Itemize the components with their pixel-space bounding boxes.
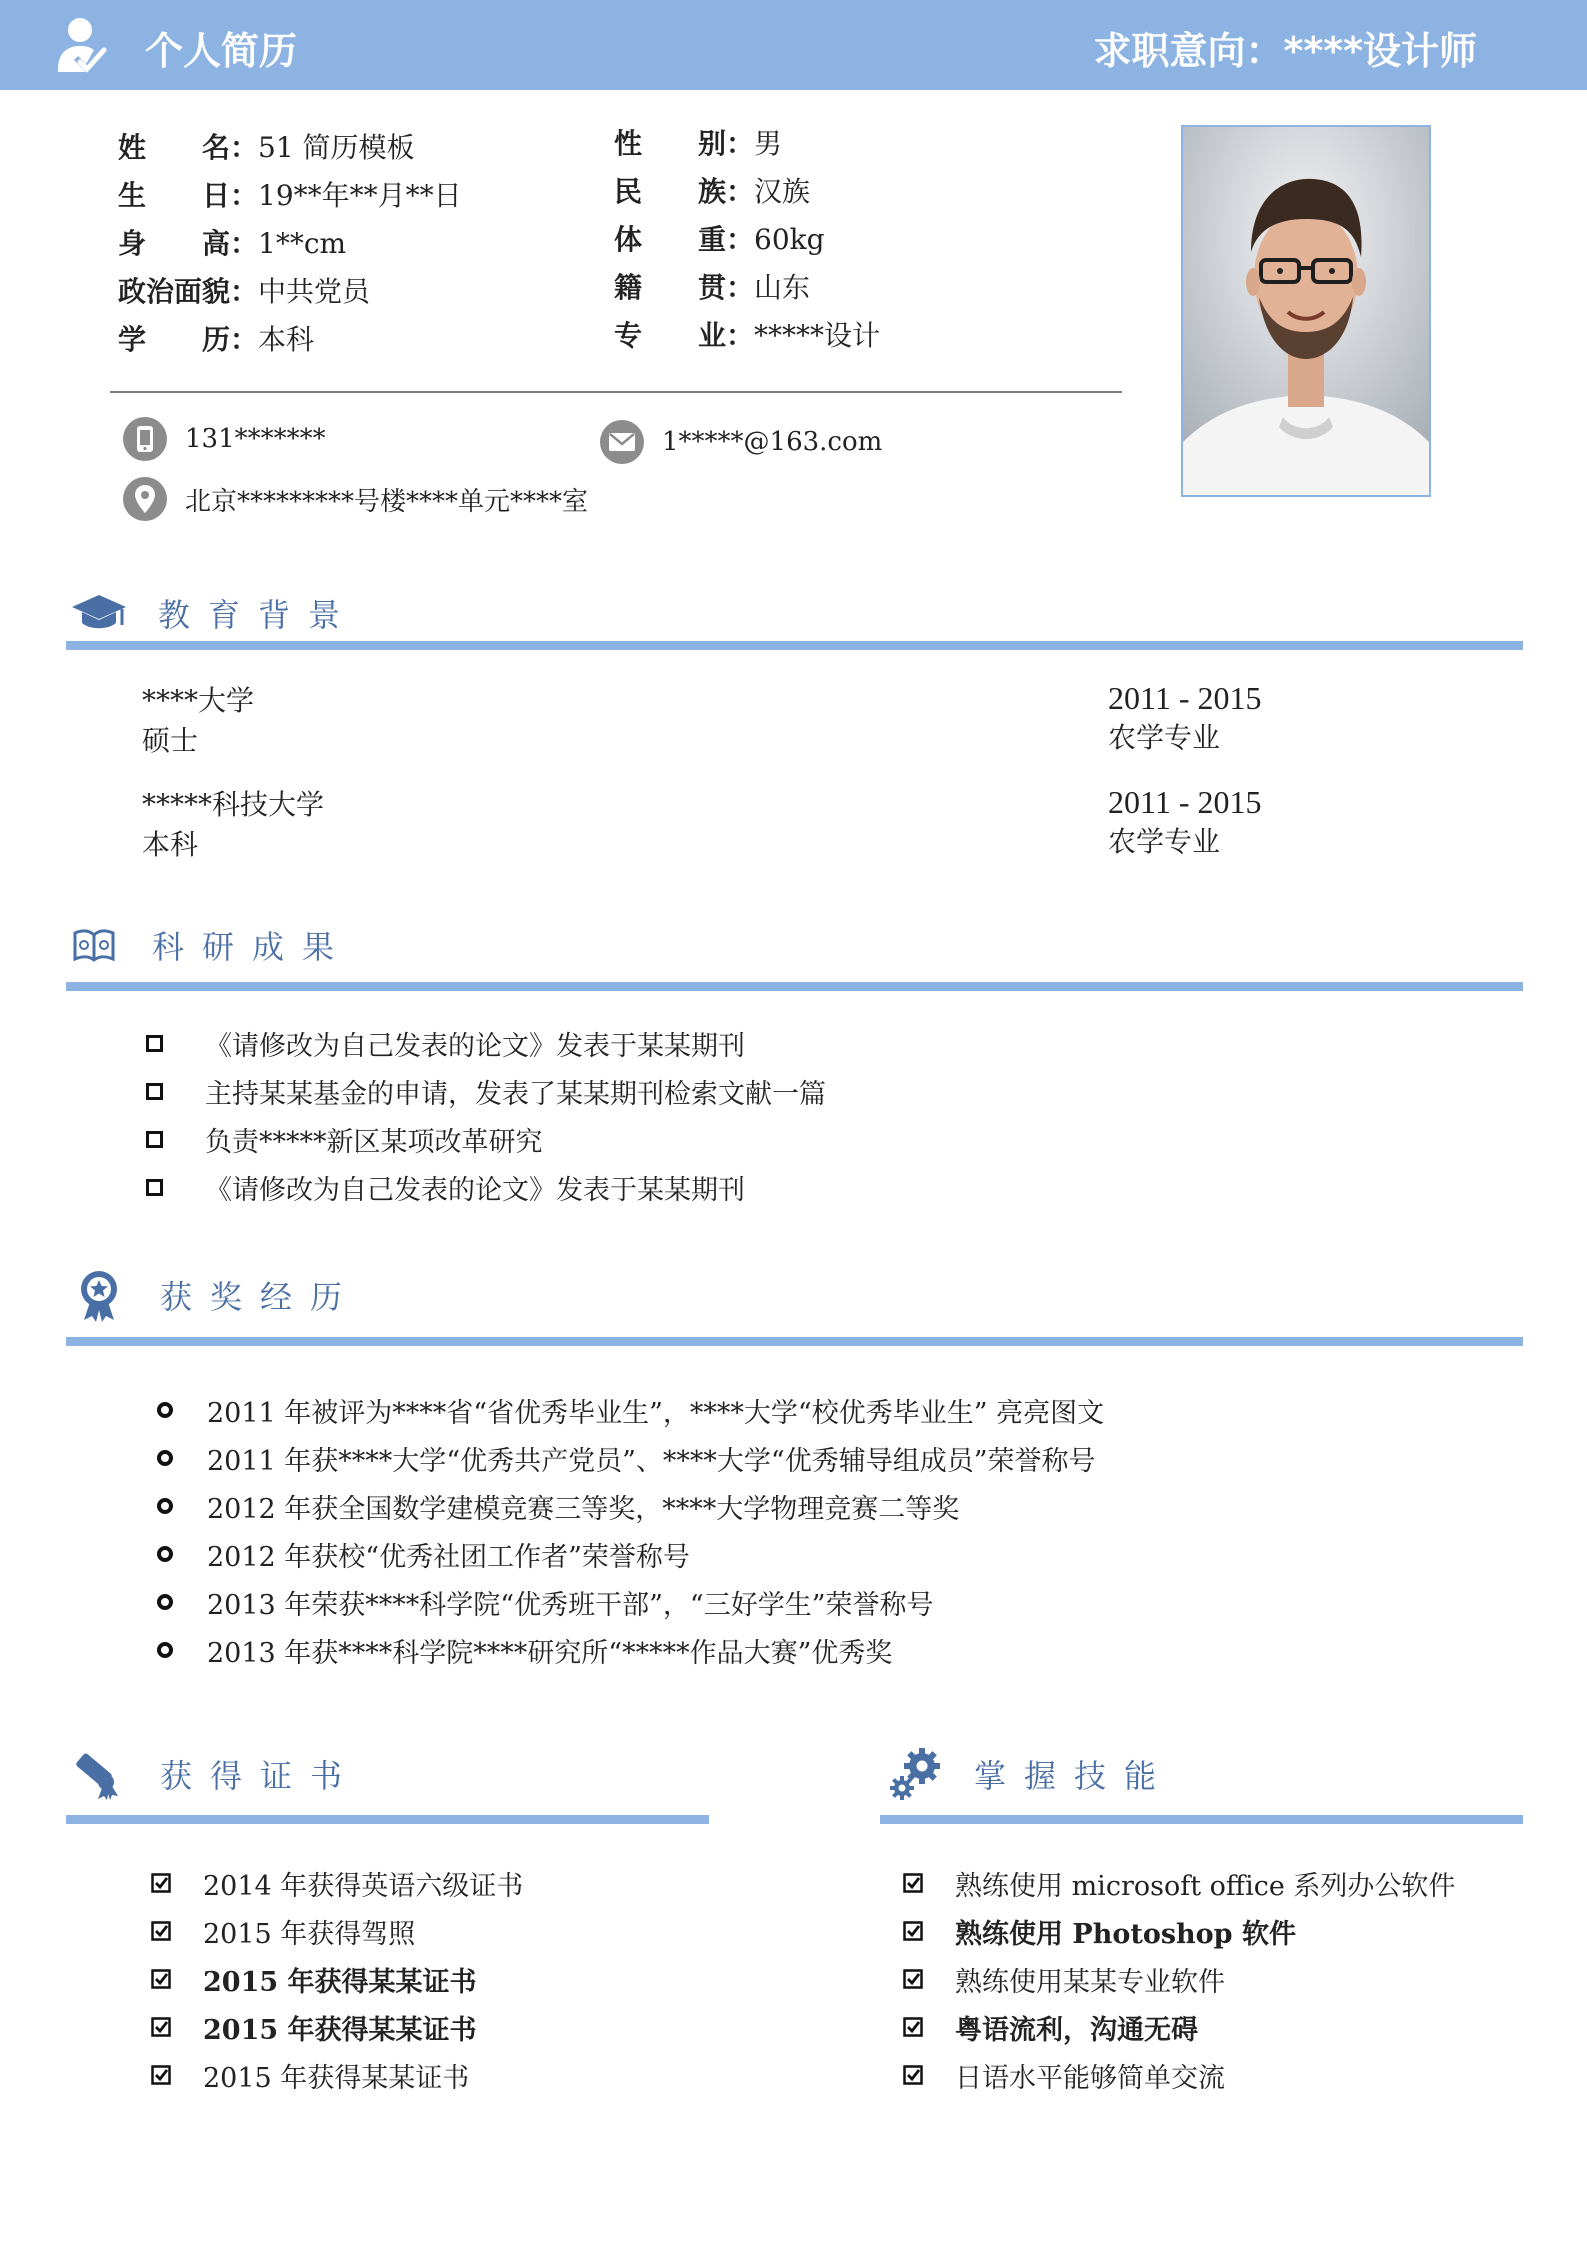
list-item xyxy=(151,2003,523,2051)
award-text: 2012 年获全国数学建模竞赛三等奖，****大学物理竞赛二等奖 xyxy=(207,1493,960,1525)
award-text: 2013 年荣获****科学院“优秀班干部”，“三好学生”荣誉称号 xyxy=(207,1589,934,1621)
info-label: 身 高： xyxy=(118,227,259,260)
graduation-cap-icon xyxy=(70,593,128,633)
checkbox-checked-icon xyxy=(903,1873,923,1893)
list-item xyxy=(151,2051,523,2099)
list-item xyxy=(903,2051,1455,2099)
info-value: 51 简历模板 xyxy=(258,131,415,164)
list-item xyxy=(151,1907,523,1955)
info-value: 山东 xyxy=(754,271,811,304)
skill-text: 熟练使用 Photoshop 软件 xyxy=(955,1918,1296,1950)
skills-underline xyxy=(880,1815,1523,1824)
profile-photo xyxy=(1181,125,1431,497)
gears-icon xyxy=(888,1746,944,1802)
awards-underline xyxy=(66,1337,1523,1346)
phone-number: 131******* xyxy=(185,424,326,454)
list-item xyxy=(903,1907,1455,1955)
resume-title: 个人简历 xyxy=(145,29,298,73)
research-text: 负责*****新区某项改革研究 xyxy=(205,1126,543,1158)
education-item-2 xyxy=(142,785,324,865)
info-row-height xyxy=(118,220,462,268)
skills-title: 掌握技能 xyxy=(974,1757,1175,1795)
study-years: 2011 - 2015 xyxy=(1108,680,1262,716)
info-label: 生 日： xyxy=(118,179,259,212)
info-row-education xyxy=(118,316,462,364)
skill-text: 熟练使用 microsoft office 系列办公软件 xyxy=(955,1870,1456,1902)
info-divider xyxy=(110,391,1122,393)
checkbox-checked-icon xyxy=(151,2065,171,2085)
list-item xyxy=(151,1955,523,2003)
info-label: 性 别： xyxy=(614,127,755,160)
info-row-weight xyxy=(614,216,880,264)
research-section-title xyxy=(72,922,352,968)
education-item-1-period xyxy=(1108,678,1261,758)
info-row-political xyxy=(118,268,462,316)
checkbox-checked-icon xyxy=(151,1921,171,1941)
contact-phone xyxy=(123,417,326,461)
research-title: 科研成果 xyxy=(152,928,353,966)
certificate-text: 2015 年获得某某证书 xyxy=(203,2062,470,2094)
awards-section-title xyxy=(78,1268,360,1322)
info-value: 男 xyxy=(754,127,783,160)
square-bullet-icon xyxy=(146,1083,163,1100)
info-label: 体 重： xyxy=(614,223,755,256)
mail-icon xyxy=(600,420,644,464)
award-text: 2011 年获****大学“优秀共产党员”、****大学“优秀辅导组成员”荣誉称号 xyxy=(207,1445,1096,1477)
research-underline xyxy=(66,982,1523,991)
info-label: 民 族： xyxy=(614,175,755,208)
degree: 硕士 xyxy=(142,724,199,757)
info-value: 1**cm xyxy=(258,227,347,260)
circle-bullet-icon xyxy=(157,1594,173,1610)
checkbox-checked-icon xyxy=(903,2017,923,2037)
certificate-text: 2015 年获得某某证书 xyxy=(203,1966,477,1998)
list-item xyxy=(146,1163,826,1211)
job-intention: 求职意向：****设计师 xyxy=(1093,29,1477,73)
contact-email xyxy=(600,420,882,464)
info-label: 政治面貌： xyxy=(118,275,259,308)
education-item-1 xyxy=(142,681,254,761)
school-name: *****科技大学 xyxy=(142,788,325,821)
study-years: 2011 - 2015 xyxy=(1108,784,1262,820)
info-value: 中共党员 xyxy=(258,275,371,308)
list-item xyxy=(151,1859,523,1907)
basic-info-left xyxy=(118,124,462,364)
address-text: 北京*********号楼****单元****室 xyxy=(185,486,589,517)
location-icon xyxy=(123,477,167,521)
research-text: 《请修改为自己发表的论文》发表于某某期刊 xyxy=(205,1174,745,1206)
school-name: ****大学 xyxy=(142,684,255,717)
list-item xyxy=(903,1859,1455,1907)
award-text: 2013 年获****科学院****研究所“*****作品大赛”优秀奖 xyxy=(207,1637,893,1669)
list-item xyxy=(157,1434,1104,1482)
circle-bullet-icon xyxy=(157,1450,173,1466)
circle-bullet-icon xyxy=(157,1402,173,1418)
checkbox-checked-icon xyxy=(151,1873,171,1893)
info-row-gender xyxy=(614,120,880,168)
list-item xyxy=(903,2003,1455,2051)
info-label: 姓 名： xyxy=(118,131,259,164)
award-text: 2011 年被评为****省“省优秀毕业生”，****大学“校优秀毕业生” 亮亮图文 xyxy=(207,1397,1105,1429)
checkbox-checked-icon xyxy=(903,1969,923,1989)
info-row-ethnicity xyxy=(614,168,880,216)
awards-list xyxy=(157,1386,1104,1674)
medal-icon xyxy=(78,1268,120,1322)
certificate-text: 2015 年获得某某证书 xyxy=(203,2014,477,2046)
list-item xyxy=(146,1115,826,1163)
circle-bullet-icon xyxy=(157,1546,173,1562)
info-row-birthday xyxy=(118,172,462,220)
education-underline xyxy=(66,641,1523,650)
info-value: 60kg xyxy=(754,223,825,256)
skill-text: 熟练使用某某专业软件 xyxy=(955,1966,1225,1998)
square-bullet-icon xyxy=(146,1179,163,1196)
education-section-title xyxy=(70,590,358,636)
list-item xyxy=(157,1530,1104,1578)
major: 农学专业 xyxy=(1108,825,1221,858)
certificate-text: 2014 年获得英语六级证书 xyxy=(203,1870,524,1902)
contact-address xyxy=(123,477,588,521)
degree: 本科 xyxy=(142,828,199,861)
list-item xyxy=(157,1386,1104,1434)
info-row-major xyxy=(614,312,880,360)
list-item xyxy=(146,1019,826,1067)
list-item xyxy=(157,1482,1104,1530)
certificates-underline xyxy=(66,1815,709,1824)
diploma-icon xyxy=(72,1748,124,1800)
awards-title: 获奖经历 xyxy=(160,1278,361,1316)
info-value: 本科 xyxy=(258,323,315,356)
info-label: 学 历： xyxy=(118,323,259,356)
research-text: 《请修改为自己发表的论文》发表于某某期刊 xyxy=(205,1030,745,1062)
list-item xyxy=(903,1955,1455,2003)
certificates-list xyxy=(151,1859,523,2099)
list-item xyxy=(146,1067,826,1115)
square-bullet-icon xyxy=(146,1035,163,1052)
skill-text: 日语水平能够简单交流 xyxy=(955,2062,1225,2094)
info-value: 汉族 xyxy=(754,175,811,208)
checkbox-checked-icon xyxy=(151,2017,171,2037)
list-item xyxy=(157,1626,1104,1674)
checkbox-checked-icon xyxy=(903,2065,923,2085)
certificates-title: 获得证书 xyxy=(160,1757,361,1795)
circle-bullet-icon xyxy=(157,1642,173,1658)
circle-bullet-icon xyxy=(157,1498,173,1514)
info-value: *****设计 xyxy=(754,319,881,352)
skill-text: 粤语流利，沟通无碍 xyxy=(955,2014,1198,2046)
person-check-icon xyxy=(56,14,112,74)
email-address: 1*****@163.com xyxy=(662,427,883,457)
education-item-2-period xyxy=(1108,782,1261,862)
award-text: 2012 年获校“优秀社团工作者”荣誉称号 xyxy=(207,1541,690,1573)
square-bullet-icon xyxy=(146,1131,163,1148)
checkbox-checked-icon xyxy=(903,1921,923,1941)
list-item xyxy=(157,1578,1104,1626)
basic-info-right xyxy=(614,120,880,360)
education-title: 教育背景 xyxy=(158,596,359,634)
phone-icon xyxy=(123,417,167,461)
skills-section-title xyxy=(888,1746,1174,1802)
info-label: 专 业： xyxy=(614,319,755,352)
research-list xyxy=(146,1019,826,1211)
info-value: 19**年**月**日 xyxy=(258,179,462,212)
checkbox-checked-icon xyxy=(151,1969,171,1989)
info-row-hometown xyxy=(614,264,880,312)
skills-list xyxy=(903,1859,1455,2099)
certificate-text: 2015 年获得驾照 xyxy=(203,1918,416,1950)
open-book-icon xyxy=(72,927,116,963)
info-label: 籍 贯： xyxy=(614,271,755,304)
major: 农学专业 xyxy=(1108,721,1221,754)
header-bar xyxy=(0,0,1587,90)
info-row-name xyxy=(118,124,462,172)
certificates-section-title xyxy=(72,1748,360,1800)
research-text: 主持某某基金的申请，发表了某某期刊检索文献一篇 xyxy=(205,1078,826,1110)
